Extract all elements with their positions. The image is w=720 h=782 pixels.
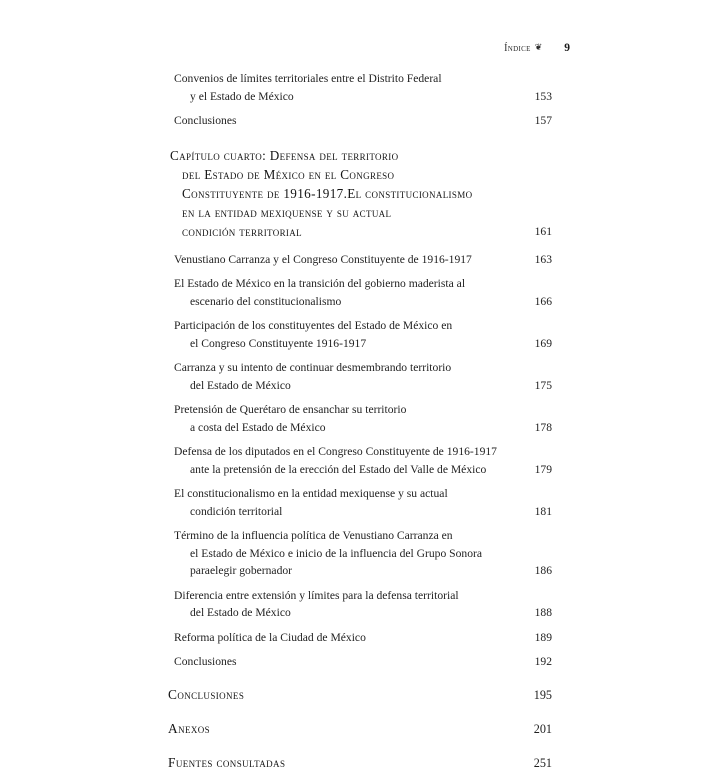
toc-entry-line: paraelegir gobernador <box>190 564 293 577</box>
toc-entry[interactable] <box>168 685 552 705</box>
toc-entry[interactable] <box>168 70 552 105</box>
toc-entry-page-number: 251 <box>533 755 552 770</box>
toc-entry-line: el Congreso Constituyente 1916-1917 <box>190 336 367 350</box>
toc-entry[interactable] <box>168 629 552 647</box>
toc-entry-title <box>174 317 484 352</box>
toc-entry[interactable] <box>168 587 552 622</box>
toc-entry-title <box>174 485 484 520</box>
toc-entry-line: del Estado de México <box>190 606 291 619</box>
page-folio: 9 <box>564 42 570 54</box>
running-head-title: Índice <box>504 43 531 54</box>
toc-entry-title <box>174 587 484 622</box>
toc-entry-title <box>174 70 484 105</box>
toc-entry[interactable] <box>168 753 552 773</box>
toc-entry-line: Conclusiones <box>168 686 245 702</box>
toc-entry-title <box>174 359 484 394</box>
toc-entry[interactable] <box>168 443 552 478</box>
toc-entry[interactable] <box>168 317 552 352</box>
table-of-contents <box>168 70 552 782</box>
toc-entry[interactable] <box>168 485 552 520</box>
toc-entry-line: Venustiano Carranza y el Congreso Constituyente de 1916-1917 <box>174 252 472 266</box>
floral-ornament-icon: ❦ <box>534 42 543 52</box>
toc-entry-page-number: 175 <box>534 378 552 392</box>
toc-entry[interactable] <box>168 653 552 671</box>
toc-entry-page-number: 169 <box>534 336 552 350</box>
toc-entry-line: Conclusiones <box>174 655 237 668</box>
toc-entry-title <box>168 685 478 705</box>
toc-entry[interactable] <box>168 275 552 310</box>
toc-entry-page-number: 166 <box>534 294 552 308</box>
toc-entry-line: El Estado de México en la transición del gobierno maderista al <box>174 277 466 290</box>
toc-entry-line: Pretensión de Querétaro de ensanchar su territorio <box>174 403 407 416</box>
toc-entry[interactable] <box>168 251 552 269</box>
toc-entry-line: Anexos <box>168 720 211 736</box>
toc-entry-line: Constituyente de 1916-1917.El constitucionalismo <box>182 185 473 201</box>
toc-entry[interactable] <box>168 359 552 394</box>
toc-entry-page-number: 161 <box>534 224 552 238</box>
toc-entry-line: Defensa de los diputados en el Congreso Constituyente de 1916-1917 <box>174 445 497 458</box>
toc-entry-page-number: 153 <box>534 89 552 103</box>
toc-entry-page-number: 201 <box>533 721 552 736</box>
toc-entry-line: Reforma política de la Ciudad de México <box>174 630 366 644</box>
toc-entry-line: condición territorial <box>190 504 283 518</box>
toc-entry-line: y el Estado de México <box>190 89 294 103</box>
toc-entry-line: Fuentes consultadas <box>168 754 286 770</box>
toc-entry-title <box>174 629 484 647</box>
toc-entry-title <box>174 527 484 580</box>
toc-entry-page-number: 181 <box>534 504 552 518</box>
toc-entry-page-number: 189 <box>534 630 552 644</box>
toc-entry-line: Participación de los constituyentes del Estado de México en <box>174 319 453 332</box>
toc-entry-title <box>174 653 484 671</box>
toc-entry-line: el Estado de México e inicio de la influencia del Grupo Sonora <box>190 546 483 560</box>
toc-entry-title <box>174 112 484 130</box>
toc-entry-title <box>168 753 478 773</box>
toc-entry-line: del Estado de México en el Congreso <box>182 166 395 182</box>
toc-entry-page-number: 188 <box>534 606 552 619</box>
toc-entry-title <box>174 275 484 310</box>
toc-entry-line: Carranza y su intento de continuar desmembrando territorio <box>174 361 452 374</box>
toc-entry-line: Diferencia entre extensión y límites para la defensa territorial <box>174 588 459 602</box>
toc-entry-page-number: 192 <box>534 655 552 668</box>
toc-entry-line: condición territorial <box>182 223 302 239</box>
toc-entry-page-number: 195 <box>533 687 552 702</box>
toc-entry-page-number: 163 <box>534 252 552 266</box>
toc-entry-page-number: 179 <box>534 462 552 476</box>
toc-entry[interactable] <box>168 401 552 436</box>
toc-entry-page-number: 178 <box>534 420 552 434</box>
toc-entry[interactable] <box>168 146 552 241</box>
toc-entry-line: Convenios de límites territoriales entre el Distrito Federal <box>174 72 442 85</box>
toc-entry-line: El constitucionalismo en la entidad mexiquense y su actual <box>174 487 448 500</box>
toc-entry[interactable] <box>168 719 552 739</box>
toc-entry-line: a costa del Estado de México <box>190 420 326 434</box>
toc-entry-title <box>168 719 478 739</box>
toc-entry-line: escenario del constitucionalismo <box>190 294 342 308</box>
toc-entry-page-number: 157 <box>534 114 552 127</box>
toc-entry-title <box>174 401 484 436</box>
toc-entry-line: Término de la influencia política de Venustiano Carranza en <box>174 529 453 542</box>
toc-entry-line: Capítulo cuarto: Defensa del territorio <box>170 147 399 163</box>
toc-entry-title <box>174 251 484 269</box>
toc-entry-line: ante la pretensión de la erección del Estado del Valle de México <box>190 462 487 476</box>
toc-entry-page-number: 186 <box>534 564 552 577</box>
toc-entry-title <box>174 443 497 478</box>
toc-entry-line: del Estado de México <box>190 378 291 392</box>
toc-entry-line: Conclusiones <box>174 114 237 127</box>
toc-entry[interactable] <box>168 527 552 580</box>
running-head <box>430 42 570 60</box>
toc-entry[interactable] <box>168 112 552 130</box>
toc-entry-title <box>170 146 480 241</box>
toc-entry-line: en la entidad mexiquense y su actual <box>182 204 392 220</box>
